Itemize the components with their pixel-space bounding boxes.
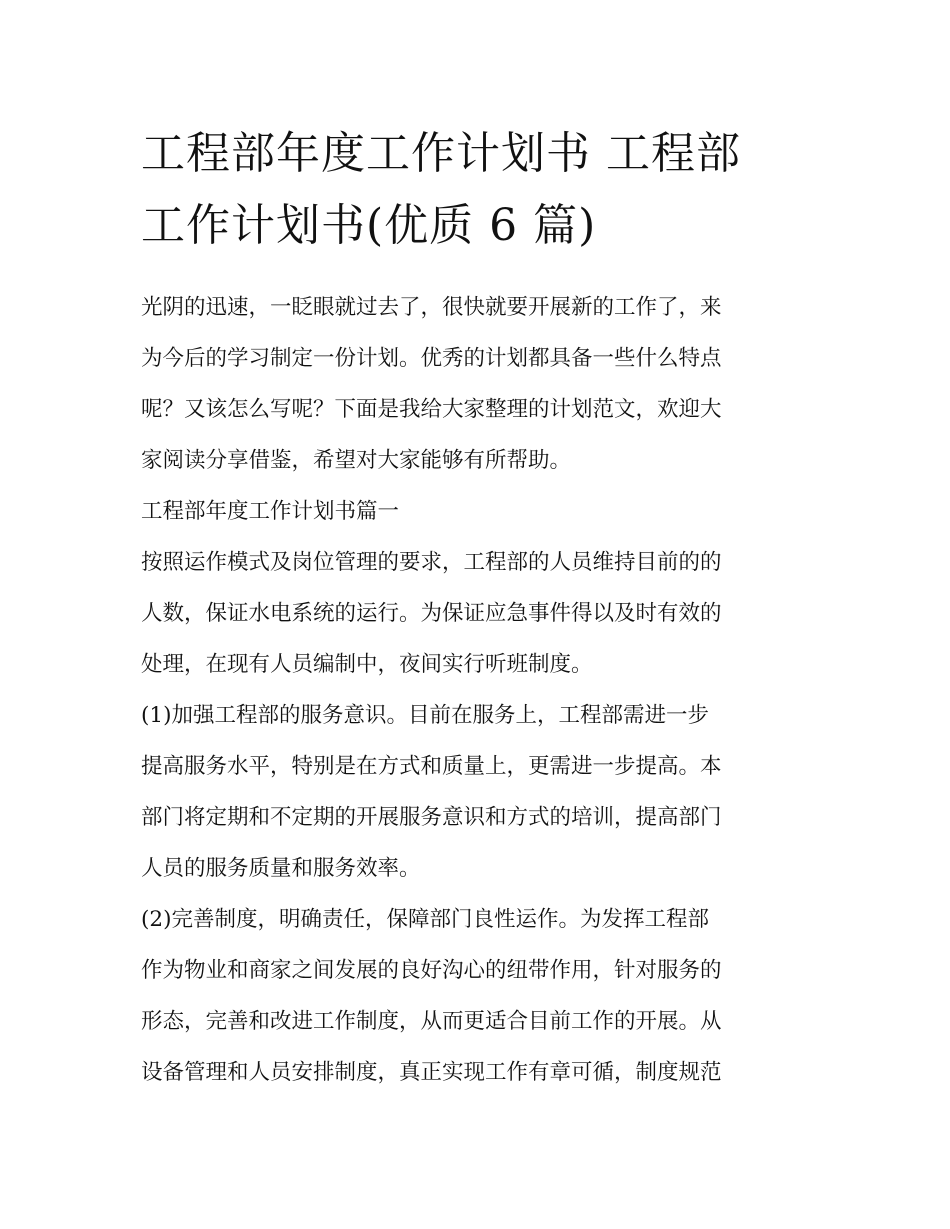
body-line: 形态，完善和改进工作制度，从而更适合目前工作的开展。从 — [141, 1009, 722, 1034]
body-line: (2)完善制度，明确责任，保障部门良性运作。为发挥工程部 — [141, 907, 709, 932]
title-line: 工程部年度工作计划书 工程部 — [141, 128, 741, 179]
intro-line: 呢？又该怎么写呢？下面是我给大家整理的计划范文，欢迎大 — [141, 397, 722, 422]
body-line: (1)加强工程部的服务意识。目前在服务上，工程部需进一步 — [141, 703, 709, 728]
body-line: 部门将定期和不定期的开展服务意识和方式的培训，提高部门 — [141, 805, 722, 830]
body-line: 作为物业和商家之间发展的良好沟心的纽带作用，针对服务的 — [141, 958, 722, 983]
body-line: 处理，在现有人员编制中，夜间实行听班制度。 — [141, 652, 593, 677]
document-body — [141, 282, 813, 1098]
intro-line: 光阴的迅速，一眨眼就过去了，很快就要开展新的工作了，来 — [141, 295, 722, 320]
intro-line: 为今后的学习制定一份计划。优秀的计划都具备一些什么特点 — [141, 346, 722, 371]
body-line: 按照运作模式及岗位管理的要求，工程部的人员维持目前的的 — [141, 550, 722, 575]
body-line: 提高服务水平，特别是在方式和质量上，更需进一步提高。本 — [141, 754, 722, 779]
title-line: 工作计划书(优质 6 篇) — [141, 200, 597, 251]
document-page — [141, 118, 813, 1098]
intro-line: 家阅读分享借鉴，希望对大家能够有所帮助。 — [141, 448, 572, 473]
document-title — [141, 118, 813, 262]
body-line: 设备管理和人员安排制度，真正实现工作有章可循，制度规范 — [141, 1060, 722, 1085]
section-heading: 工程部年度工作计划书篇一 — [141, 499, 400, 524]
body-line: 人员的服务质量和服务效率。 — [141, 856, 421, 881]
body-line: 人数，保证水电系统的运行。为保证应急事件得以及时有效的 — [141, 601, 722, 626]
